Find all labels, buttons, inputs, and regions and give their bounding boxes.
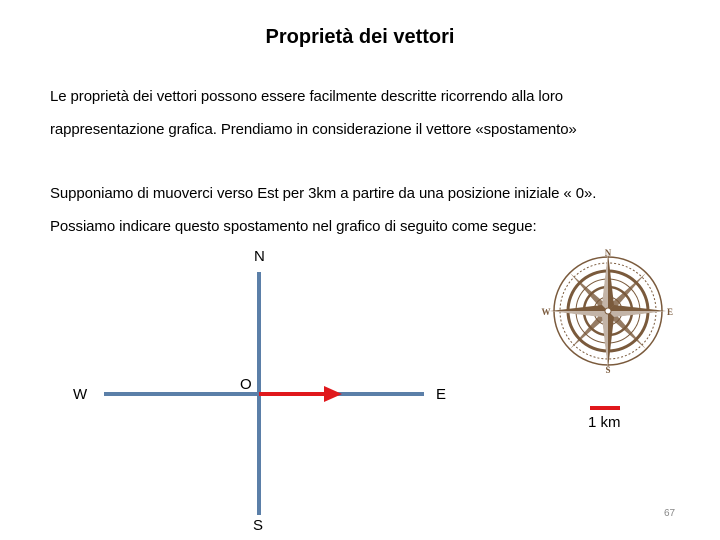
displacement-arrowhead	[324, 386, 342, 402]
south-label: S	[253, 517, 264, 534]
slide-title: Proprietà dei vettori	[265, 26, 455, 48]
compass-e-label: E	[666, 307, 674, 317]
west-label: W	[73, 386, 88, 403]
paragraph-4: Possiamo indicare questo spostamento nel grafico di seguito come segue:	[50, 218, 537, 235]
north-label: N	[254, 248, 265, 265]
paragraph-1: Le proprietà dei vettori possono essere facilmente descritte ricorrendo alla loro	[50, 88, 564, 105]
paragraph-2: rappresentazione grafica. Prendiamo in considerazione il vettore «spostamento»	[50, 121, 577, 138]
compass-s-label: S	[605, 365, 611, 375]
paragraph-3: Supponiamo di muoverci verso Est per 3km a partire da una posizione iniziale « 0».	[50, 185, 597, 202]
origin-label: O	[240, 376, 252, 393]
page-number: 67	[664, 508, 676, 519]
compass-n-label: N	[604, 248, 612, 258]
east-label: E	[436, 386, 447, 403]
scale-label: 1 km	[588, 414, 621, 431]
compass-w-label: W	[541, 307, 551, 317]
compass-rose-icon	[538, 245, 678, 377]
